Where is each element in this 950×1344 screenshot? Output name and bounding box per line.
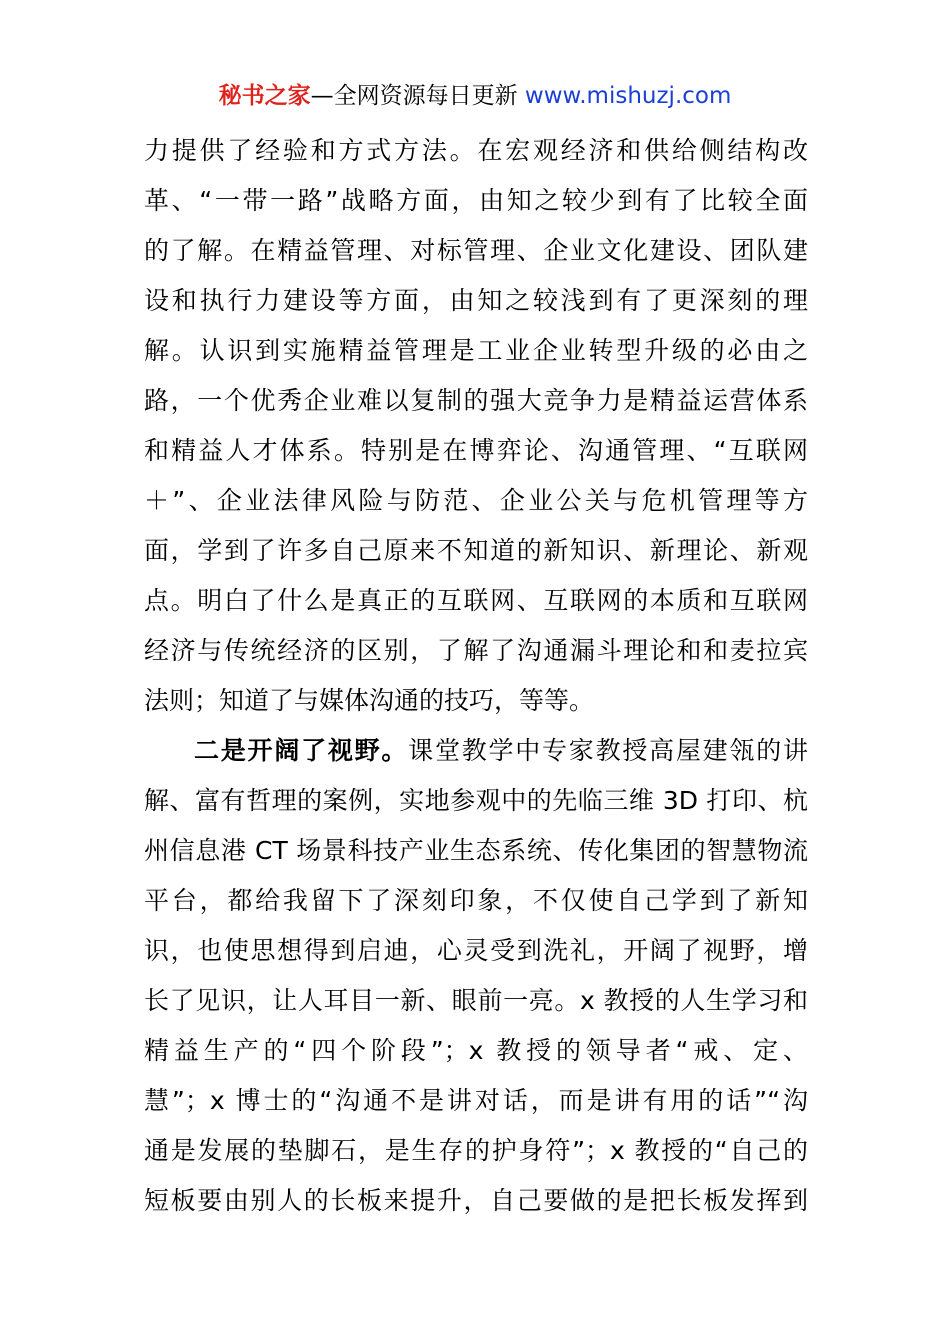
text-line: 力提供了经验和方式方法。在宏观经济和供给侧结构改: [144, 136, 808, 165]
text-line: 法则；知道了与媒体沟通的技巧，等等。: [144, 686, 595, 715]
site-tagline: —全网资源每日更新: [310, 83, 525, 109]
text-line: 长了见识，让人耳目一新、眼前一亮。x 教授的人生学习和: [144, 986, 808, 1015]
site-url: www.mishuzj.com: [524, 83, 732, 109]
text-line: 解、富有哲理的案例，实地参观中的先临三维 3D 打印、杭: [144, 786, 808, 815]
text-line: 慧”；x 博士的“沟通不是讲对话，而是讲有用的话”“沟: [144, 1086, 808, 1115]
text-line: 革、“一带一路”战略方面，由知之较少到有了比较全面: [144, 186, 808, 215]
text-line: 短板要由别人的长板来提升，自己要做的是把长板发挥到: [144, 1186, 808, 1215]
text-run: 课堂教学中专家教授高屋建瓴的讲: [408, 736, 808, 765]
paragraph-2: [144, 726, 808, 1226]
text-line: 路，一个优秀企业难以复制的强大竞争力是精益运营体系: [144, 386, 808, 415]
text-line: 的了解。在精益管理、对标管理、企业文化建设、团队建: [144, 236, 808, 265]
page-header: [0, 80, 950, 112]
text-line: 平台，都给我留下了深刻印象，不仅使自己学到了新知: [144, 886, 808, 915]
text-line: 精益生产的“四个阶段”；x 教授的领导者“戒、定、: [144, 1036, 808, 1065]
site-brand: 秘书之家: [218, 83, 311, 109]
text-line: 州信息港 CT 场景科技产业生态系统、传化集团的智慧物流: [144, 836, 808, 865]
text-line: 通是发展的垫脚石，是生存的护身符”；x 教授的“自己的: [144, 1136, 808, 1165]
text-line: 设和执行力建设等方面，由知之较浅到有了更深刻的理: [144, 286, 808, 315]
document-body: [144, 126, 808, 1226]
text-line: 识，也使思想得到启迪，心灵受到洗礼，开阔了视野，增: [144, 936, 808, 965]
text-line: 面，学到了许多自己原来不知道的新知识、新理论、新观: [144, 536, 808, 565]
text-line: 解。认识到实施精益管理是工业企业转型升级的必由之: [144, 336, 808, 365]
text-line: ＋”、企业法律风险与防范、企业公关与危机管理等方: [144, 486, 808, 515]
text-line: 点。明白了什么是真正的互联网、互联网的本质和互联网: [144, 586, 808, 615]
paragraph-1: [144, 126, 808, 726]
text-line: 和精益人才体系。特别是在博弈论、沟通管理、“互联网: [144, 436, 808, 465]
text-line: [144, 726, 808, 776]
paragraph-lead: 二是开阔了视野。: [194, 736, 409, 765]
text-line: 经济与传统经济的区别，了解了沟通漏斗理论和和麦拉宾: [144, 636, 808, 665]
